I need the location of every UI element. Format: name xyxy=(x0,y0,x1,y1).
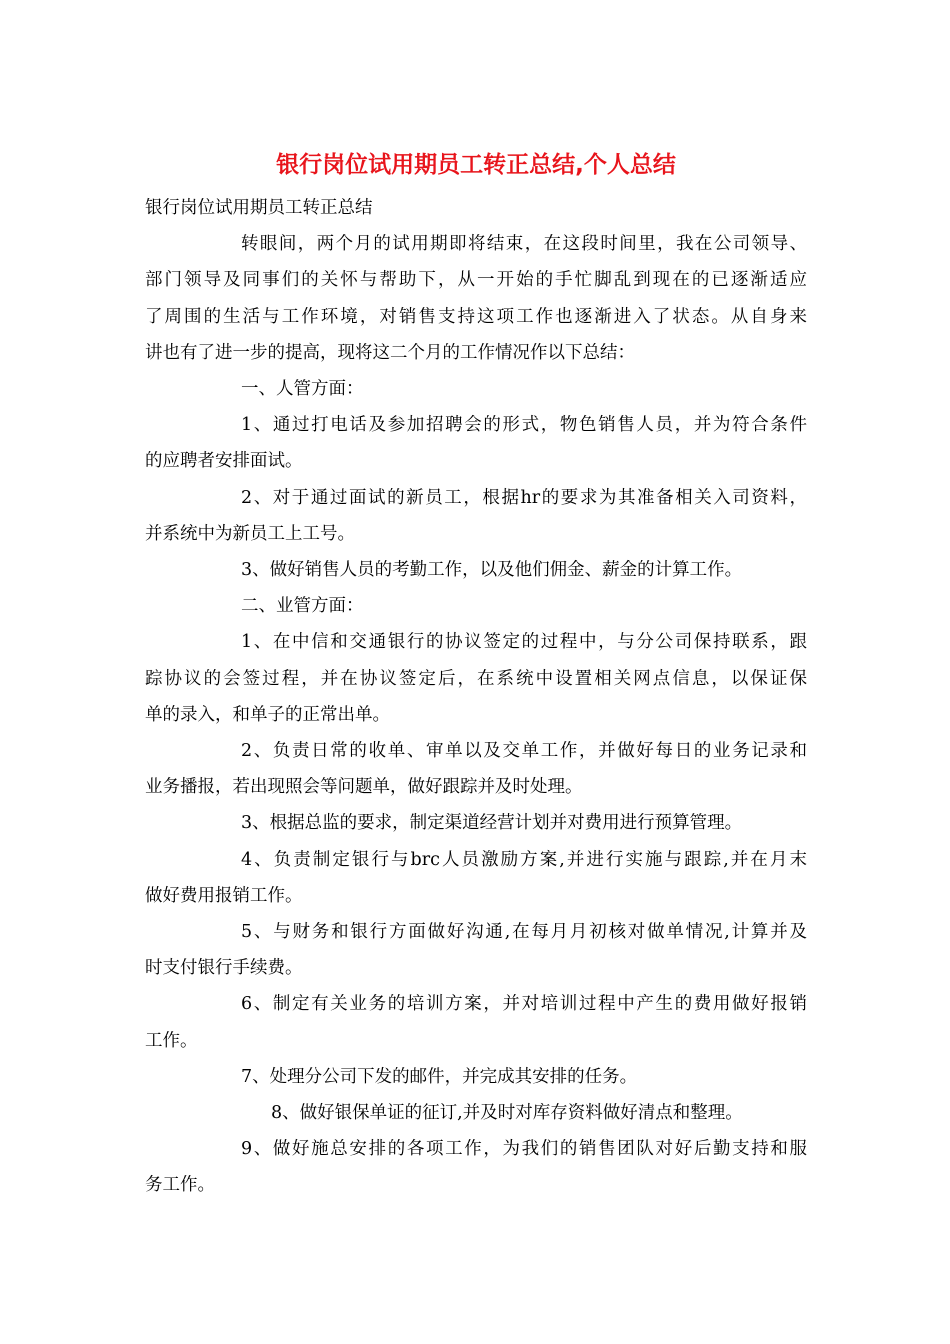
body-line: 务工作。 xyxy=(145,1175,215,1196)
body-line: 6、制定有关业务的培训方案，并对培训过程中产生的费用做好报销 xyxy=(241,994,807,1015)
body-line: 部门领导及同事们的关怀与帮助下，从一开始的手忙脚乱到现在的已逐渐适应 xyxy=(145,270,807,291)
body-line: 了周围的生活与工作环境，对销售支持这项工作也逐渐进入了状态。从自身来 xyxy=(145,306,807,327)
document-page xyxy=(145,148,807,1204)
section-heading: 一、人管方面： xyxy=(241,379,364,400)
body-line: 9、做好施总安排的各项工作，为我们的销售团队对好后勤支持和服 xyxy=(241,1139,807,1160)
body-line: 3、做好销售人员的考勤工作，以及他们佣金、薪金的计算工作。 xyxy=(241,560,743,581)
body-line: 转眼间，两个月的试用期即将结束，在这段时间里，我在公司领导、 xyxy=(241,234,807,255)
body-line: 时支付银行手续费。 xyxy=(145,958,303,979)
document-title: 银行岗位试用期员工转正总结,个人总结 xyxy=(276,152,676,178)
body-line: 3、根据总监的要求，制定渠道经营计划并对费用进行预算管理。 xyxy=(241,813,743,834)
body-line: 踪协议的会签过程，并在协议签定后，在系统中设置相关网点信息，以保证保 xyxy=(145,668,807,689)
body-line: 1、通过打电话及参加招聘会的形式，物色销售人员，并为符合条件 xyxy=(241,415,807,436)
body-line: 2、对于通过面试的新员工，根据hr的要求为其准备相关入司资料， xyxy=(241,487,807,508)
subtitle-line: 银行岗位试用期员工转正总结 xyxy=(145,198,373,218)
section-heading: 二、业管方面： xyxy=(241,596,364,617)
body-line: 5、与财务和银行方面做好沟通,在每月月初核对做单情况,计算并及 xyxy=(241,922,807,943)
body-line: 工作。 xyxy=(145,1030,198,1051)
body-line: 8、做好银保单证的征订,并及时对库存资料做好清点和整理。 xyxy=(271,1103,743,1124)
body-line: 1、在中信和交通银行的协议签定的过程中，与分公司保持联系，跟 xyxy=(241,632,807,653)
body-line: 2、负责日常的收单、审单以及交单工作，并做好每日的业务记录和 xyxy=(241,741,807,762)
body-line: 做好费用报销工作。 xyxy=(145,885,303,906)
body-line: 单的录入，和单子的正常出单。 xyxy=(145,704,390,725)
body-line: 讲也有了进一步的提高，现将这二个月的工作情况作以下总结： xyxy=(145,342,635,363)
body-line: 4、负责制定银行与brc人员激励方案,并进行实施与跟踪,并在月末 xyxy=(241,849,807,870)
body-line: 的应聘者安排面试。 xyxy=(145,451,303,472)
body-line: 7、处理分公司下发的邮件，并完成其安排的任务。 xyxy=(241,1066,638,1087)
body-line: 并系统中为新员工上工号。 xyxy=(145,523,355,544)
body-line: 业务播报，若出现照会等问题单，做好跟踪并及时处理。 xyxy=(145,777,583,798)
